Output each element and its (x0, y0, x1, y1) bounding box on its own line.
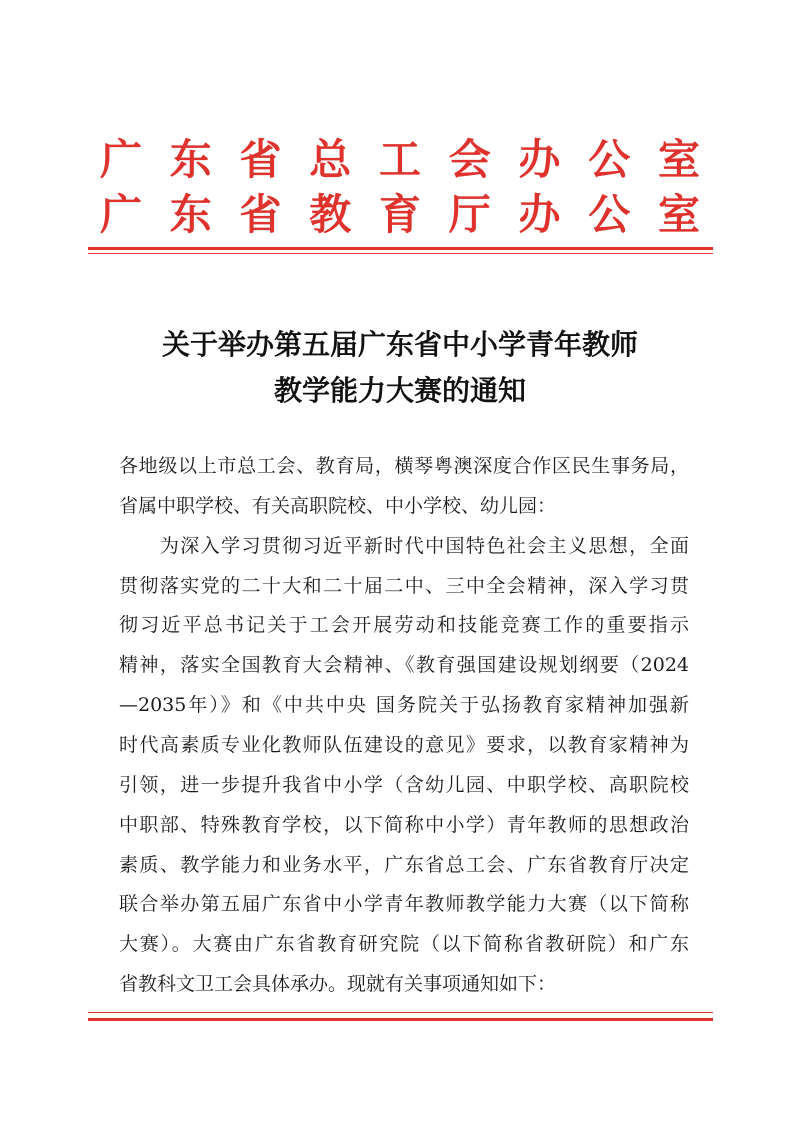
footer-red-rule-thick (88, 1018, 713, 1021)
document-title-line-2: 教学能力大赛的通知 (273, 374, 526, 407)
header-red-rule-thick (88, 247, 713, 250)
issuing-org-line-2: 广东省教育厅办公室 (100, 190, 700, 239)
paragraph-line: —2035年）》和《中共中央 国务院关于弘扬教育家精神加强新 (119, 694, 689, 716)
issuing-org-line-1: 广东省总工会办公室 (100, 135, 700, 184)
paragraph-line: 时代高素质专业化教师队伍建设的意见》要求，以教育家精神为 (119, 734, 689, 756)
paragraph-line: 引领，进一步提升我省中小学（含幼儿园、中职学校、高职院校 (119, 774, 689, 796)
paragraph-line-last: 省教科文卫工会具体承办。现就有关事项通知如下： (119, 973, 557, 995)
paragraph-line: 精神，落实全国教育大会精神、《教育强国建设规划纲要（2024 (119, 654, 689, 676)
paragraph-line: 素质、教学能力和业务水平，广东省总工会、广东省教育厅决定 (119, 854, 689, 876)
paragraph-line: 为深入学习贯彻习近平新时代中国特色社会主义思想，全面 (119, 535, 689, 557)
addressee-line-2: 省属中职学校、有关高职院校、中小学校、幼儿园： (119, 495, 557, 517)
document-title-line-1: 关于举办第五届广东省中小学青年教师 (161, 328, 638, 361)
paragraph-line: 联合举办第五届广东省中小学青年教师教学能力大赛（以下简称 (119, 893, 689, 915)
paragraph-line: 彻习近平总书记关于工会开展劳动和技能竞赛工作的重要指示 (119, 614, 689, 636)
footer-red-rule-thin (88, 1012, 713, 1013)
paragraph-line: 贯彻落实党的二十大和二十届二中、三中全会精神，深入学习贯 (119, 575, 689, 597)
addressee-line-1: 各地级以上市总工会、教育局，横琴粤澳深度合作区民生事务局， (119, 455, 689, 477)
paragraph-line: 中职部、特殊教育学校，以下简称中小学）青年教师的思想政治 (119, 814, 689, 836)
header-red-rule-thin (88, 253, 713, 254)
paragraph-line: 大赛）。大赛由广东省教育研究院（以下简称省教研院）和广东 (119, 933, 689, 955)
